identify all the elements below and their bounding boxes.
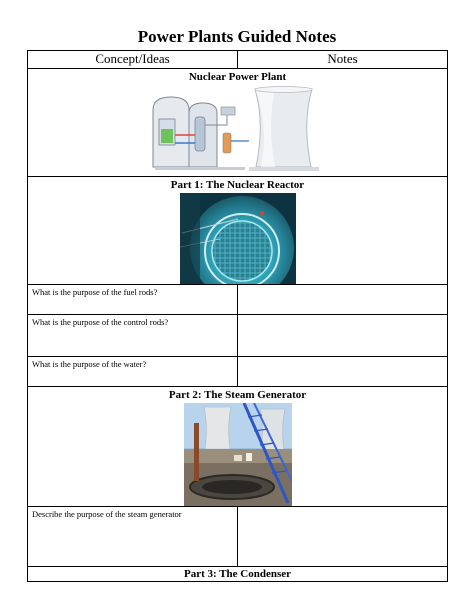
section-nuclear-plant [28,69,448,177]
column-header-concept: Concept/Ideas [28,51,238,69]
steam-generator-photo [184,403,292,506]
reactor-core-photo [180,193,296,284]
section-heading: Part 3: The Condenser [183,568,292,580]
nuclear-plant-diagram [145,85,331,175]
section-part1 [28,177,448,285]
page-title: Power Plants Guided Notes [137,27,337,46]
question-control-rods: What is the purpose of the control rods? [32,317,169,327]
question-fuel-rods: What is the purpose of the fuel rods? [32,287,158,297]
guided-notes-table [27,50,448,582]
question-row [28,315,448,357]
question-row [28,507,448,567]
notes-answer-cell[interactable] [238,507,448,567]
notes-answer-cell[interactable] [238,315,448,357]
question-water: What is the purpose of the water? [32,359,147,369]
section-heading: Nuclear Power Plant [188,71,287,83]
notes-answer-cell[interactable] [238,357,448,387]
question-row [28,357,448,387]
section-heading: Part 2: The Steam Generator [168,389,307,401]
section-heading: Part 1: The Nuclear Reactor [170,179,305,191]
section-part3 [28,567,448,582]
table-header-row [28,51,448,69]
notes-answer-cell[interactable] [238,285,448,315]
question-steam-generator: Describe the purpose of the steam generator [32,509,182,519]
section-part2 [28,387,448,507]
column-header-notes: Notes [238,51,448,69]
question-row [28,285,448,315]
